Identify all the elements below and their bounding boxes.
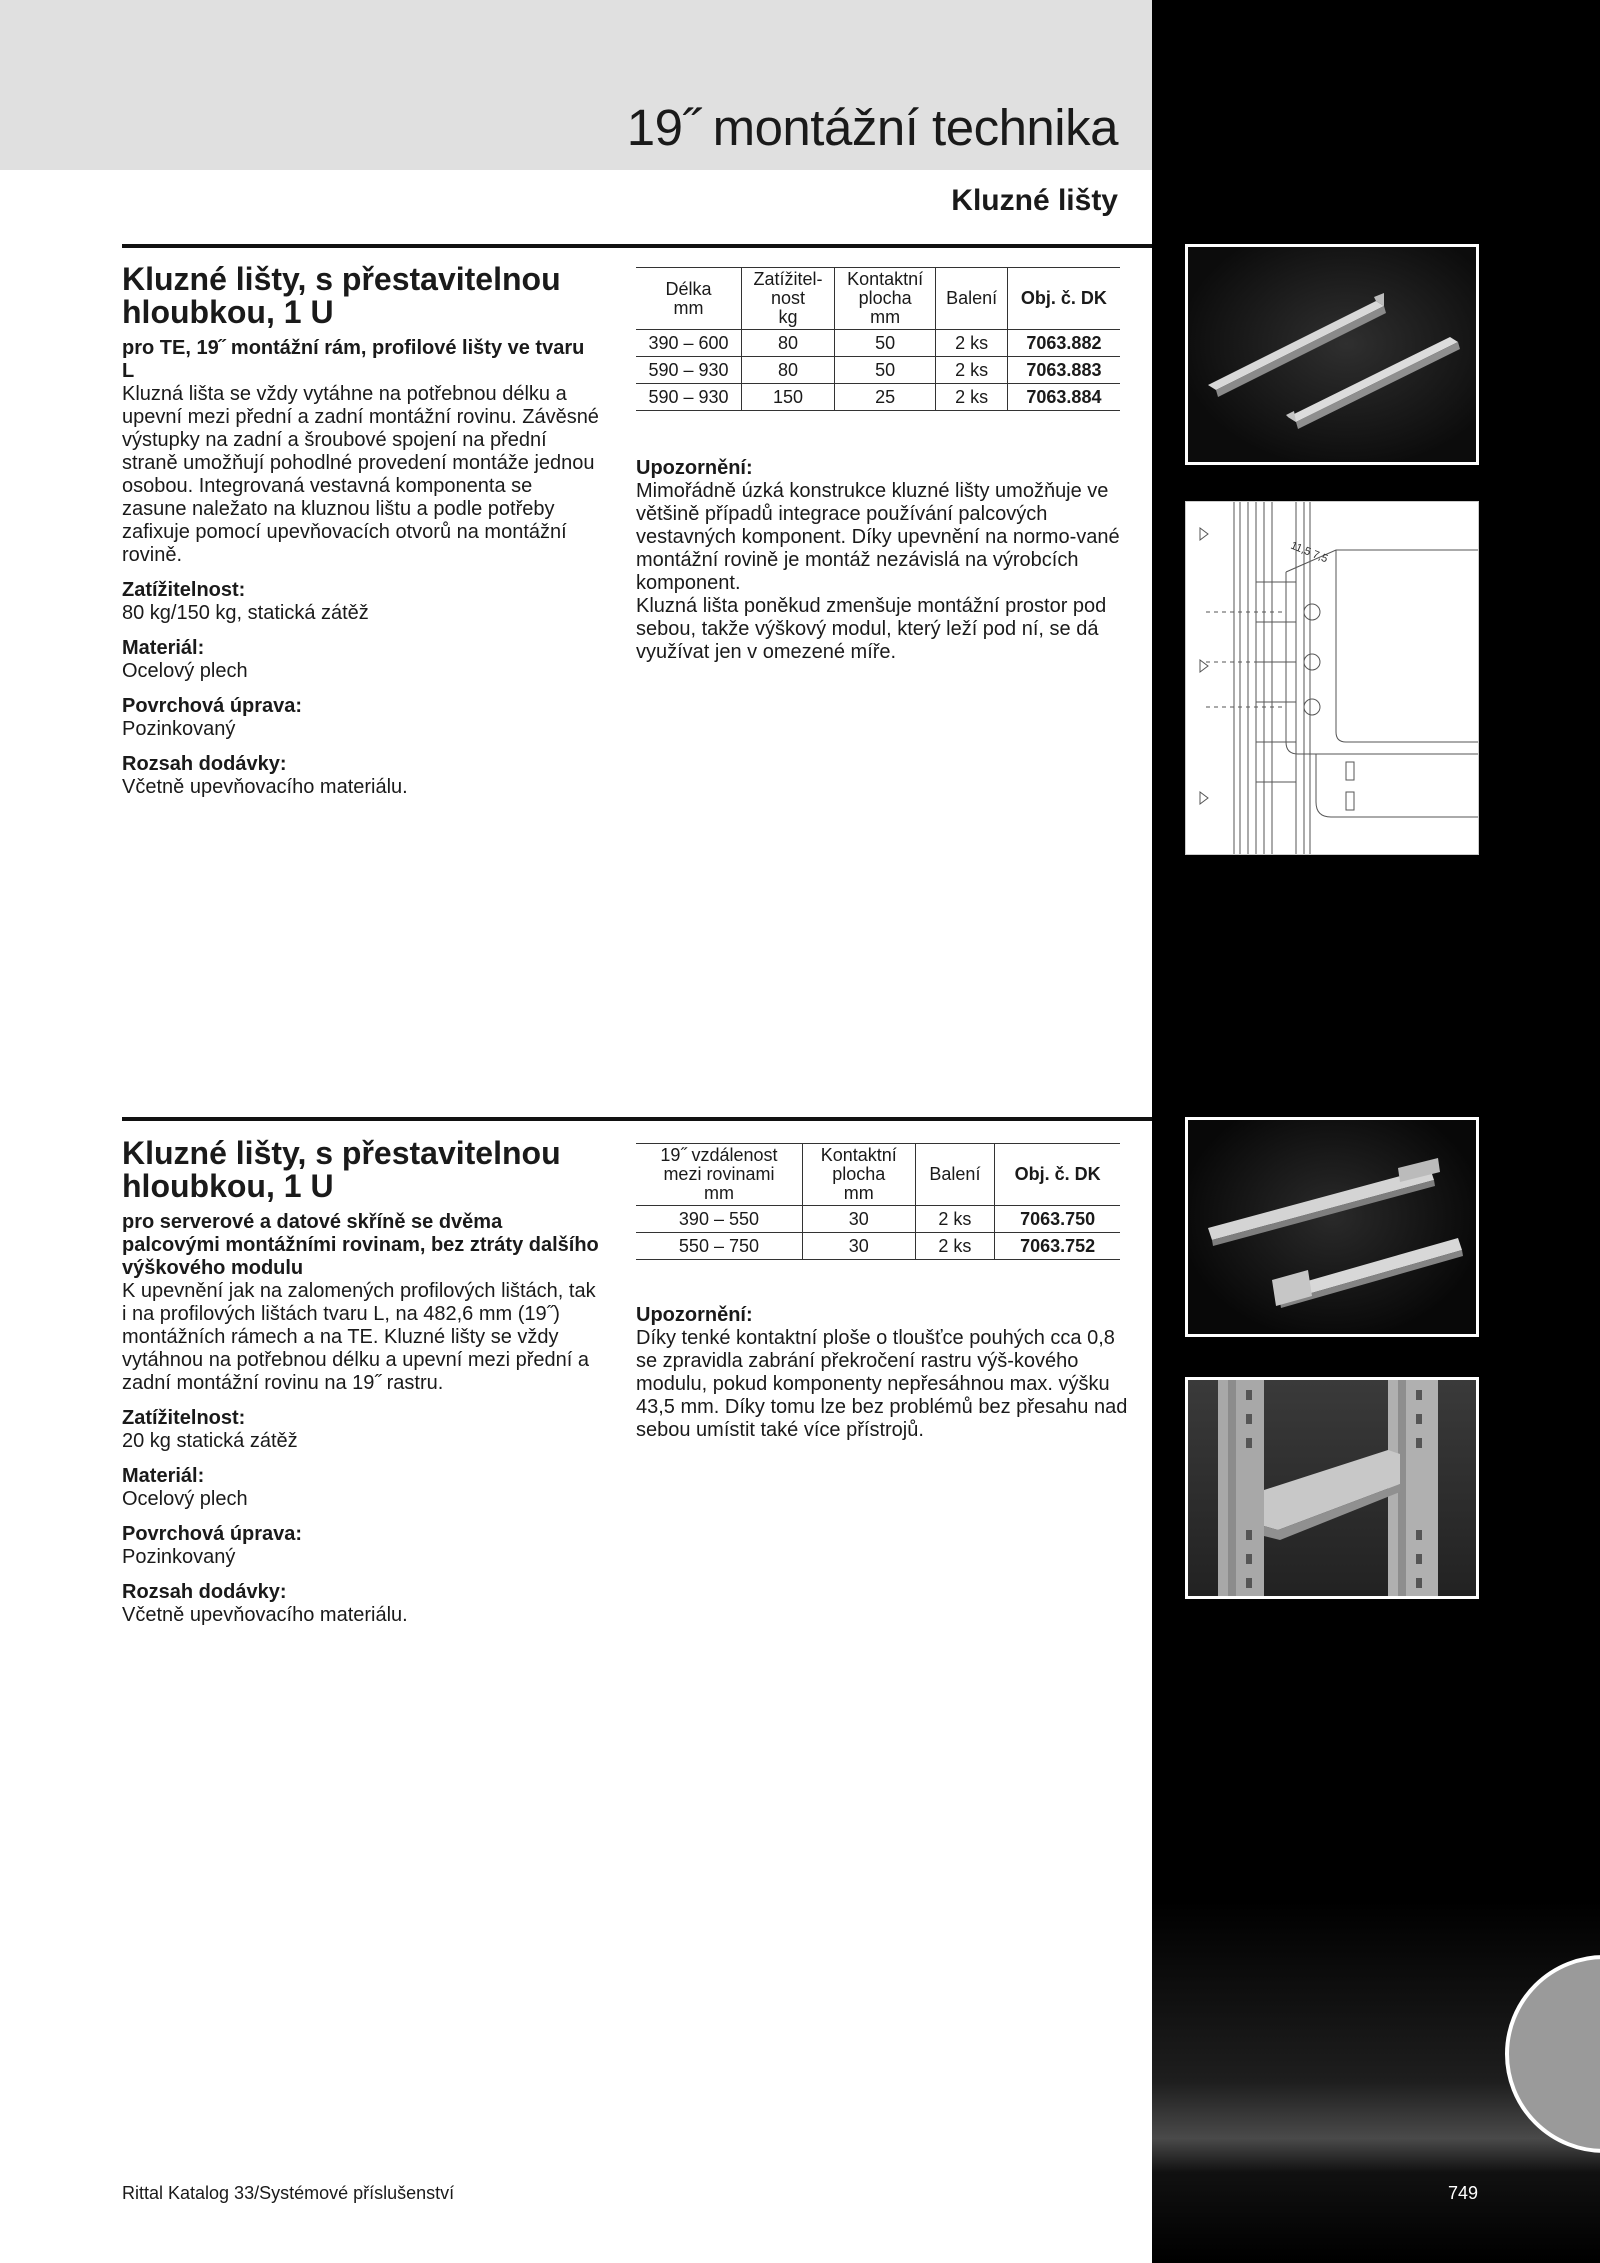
table-row (636, 1206, 1120, 1233)
table-cell: 30 (802, 1233, 915, 1260)
order-number-cell: 7063.884 (1007, 384, 1120, 411)
order-number-cell: 7063.750 (995, 1206, 1120, 1233)
product1-note-label: Upozornění: (636, 457, 753, 479)
table-cell: 50 (834, 357, 935, 384)
table-cell: 550 – 750 (636, 1233, 802, 1260)
product1-spec-table (636, 267, 1120, 411)
order-number-cell: 7063.882 (1007, 330, 1120, 357)
table-cell: 2 ks (936, 330, 1008, 357)
table-cell: 2 ks (936, 384, 1008, 411)
product2-scope-value: Včetně upevňovacího materiálu. (122, 1604, 408, 1626)
table-cell: 390 – 600 (636, 330, 742, 357)
product1-load-label: Zatížitelnost: (122, 579, 246, 601)
column-header: 19˝ vzdálenost mezi rovinami mm (636, 1144, 802, 1206)
product2-load-label: Zatížitelnost: (122, 1407, 246, 1429)
table-cell: 590 – 930 (636, 384, 742, 411)
table-row (636, 1233, 1120, 1260)
product1-scope-value: Včetně upevňovacího materiálu. (122, 776, 408, 798)
product1-title: Kluzné lišty, s přestavitelnou hloubkou, 1 U (122, 261, 561, 330)
product2-surface-label: Povrchová úprava: (122, 1523, 303, 1545)
drawing-dimensions: 11,5 7,5 (1288, 539, 1330, 566)
column-header: Zatížitel- nost kg (742, 268, 835, 330)
product1-scope-label: Rozsah dodávky: (122, 753, 287, 775)
column-header: Obj. č. DK (995, 1144, 1120, 1206)
product2-scope-label: Rozsah dodávky: (122, 1581, 287, 1603)
order-number-cell: 7063.883 (1007, 357, 1120, 384)
product1-note-text2: Kluzná lišta poněkud zmenšuje montážní prostor pod sebou, takže výškový modul, který leží pod ní, se dá využívat jen v omezené míře. (636, 595, 1107, 663)
product2-description: K upevnění jak na zalomených profilových lištách, tak i na profilových lištách tvaru L, na 482,6 mm (19˝) montážních rámech a na TE. Kluzné lišty se vždy vytáhnou na potřebnou délku a upevní mezi přední a zadní montážní rovinu na 19˝ rastru. (122, 1280, 596, 1394)
product2-photo (1185, 1117, 1479, 1337)
product2-note-text: Díky tenké kontaktní ploše o tloušťce pouhých cca 0,8 se zpravidla zabrání překročení rastru výš-kového modulu, pokud komponenty nepřesáhnou max. výšku 43,5 mm. Díky tomu lze bez problémů bez přesahu nad sebou umístit také více přístrojů. (636, 1327, 1128, 1441)
table-cell: 80 (742, 330, 835, 357)
product1-technical-drawing (1185, 501, 1479, 855)
page-number: 749 (1448, 2183, 1479, 2203)
table-cell: 2 ks (915, 1206, 995, 1233)
column-header: Kontaktní plocha mm (802, 1144, 915, 1206)
table-header-row (636, 268, 1120, 330)
column-header: Obj. č. DK (1007, 268, 1120, 330)
section-rule (122, 1117, 1152, 1121)
product1-subtitle: pro TE, 19˝ montážní rám, profilové lišty ve tvaru L (122, 337, 585, 382)
table-header-row (636, 1144, 1120, 1206)
product1-description: Kluzná lišta se vždy vytáhne na potřebnou délku a upevní mezi přední a zadní montážní rovinu. Závěsné výstupky na zadní a šroubové spojení na přední straně umožňují pohodlné provedení montáže jednou osobou. Integrovaná vestavná komponenta se zasune naležato na kluznou lištu a podle potřeby zafixuje pomocí upevňovacích otvorů na montážní rovině. (122, 383, 599, 566)
product2-text (122, 1137, 602, 1627)
column-header: Balení (915, 1144, 995, 1206)
product2-note (636, 1304, 1136, 1442)
order-number-cell: 7063.752 (995, 1233, 1120, 1260)
product1-text (122, 263, 602, 799)
table-cell: 2 ks (915, 1233, 995, 1260)
table-row (636, 330, 1120, 357)
table-cell: 2 ks (936, 357, 1008, 384)
product2-load-value: 20 kg statická zátěž (122, 1430, 298, 1452)
product2-material-label: Materiál: (122, 1465, 205, 1487)
product2-title: Kluzné lišty, s přestavitelnou hloubkou, 1 U (122, 1135, 561, 1204)
table-cell: 25 (834, 384, 935, 411)
table-cell: 50 (834, 330, 935, 357)
table-row (636, 357, 1120, 384)
page-title: 19˝ montážní technika (626, 99, 1118, 156)
table-cell: 390 – 550 (636, 1206, 802, 1233)
product2-surface-value: Pozinkovaný (122, 1546, 236, 1568)
section-rule (122, 244, 1152, 248)
product1-note (636, 457, 1136, 664)
product2-mounted-photo (1185, 1377, 1479, 1599)
column-header: Balení (936, 268, 1008, 330)
product2-spec-table (636, 1143, 1120, 1260)
product1-photo (1185, 244, 1479, 465)
footer-catalog: Rittal Katalog 33/Systémové příslušenství (122, 2183, 455, 2203)
product1-material-value: Ocelový plech (122, 660, 248, 682)
section-header: Kluzné lišty (951, 184, 1118, 217)
product1-note-text: Mimořádně úzká konstrukce kluzné lišty umožňuje ve většině případů integrace používání palcových vestavných komponent. Díky upevnění na normo-vané montážní rovině je montáž nezávislá na výrobcích komponent. (636, 480, 1120, 594)
product2-material-value: Ocelový plech (122, 1488, 248, 1510)
column-header: Kontaktní plocha mm (834, 268, 935, 330)
table-cell: 150 (742, 384, 835, 411)
product1-load-value: 80 kg/150 kg, statická zátěž (122, 602, 369, 624)
product1-material-label: Materiál: (122, 637, 205, 659)
table-cell: 30 (802, 1206, 915, 1233)
table-cell: 590 – 930 (636, 357, 742, 384)
product2-note-label: Upozornění: (636, 1304, 753, 1326)
column-header: Délka mm (636, 268, 742, 330)
table-cell: 80 (742, 357, 835, 384)
table-row (636, 384, 1120, 411)
product1-surface-value: Pozinkovaný (122, 718, 236, 740)
product2-subtitle: pro serverové a datové skříně se dvěma palcovými montážními rovinam, bez ztráty dalšího výškového modulu (122, 1211, 599, 1279)
product1-surface-label: Povrchová úprava: (122, 695, 303, 717)
